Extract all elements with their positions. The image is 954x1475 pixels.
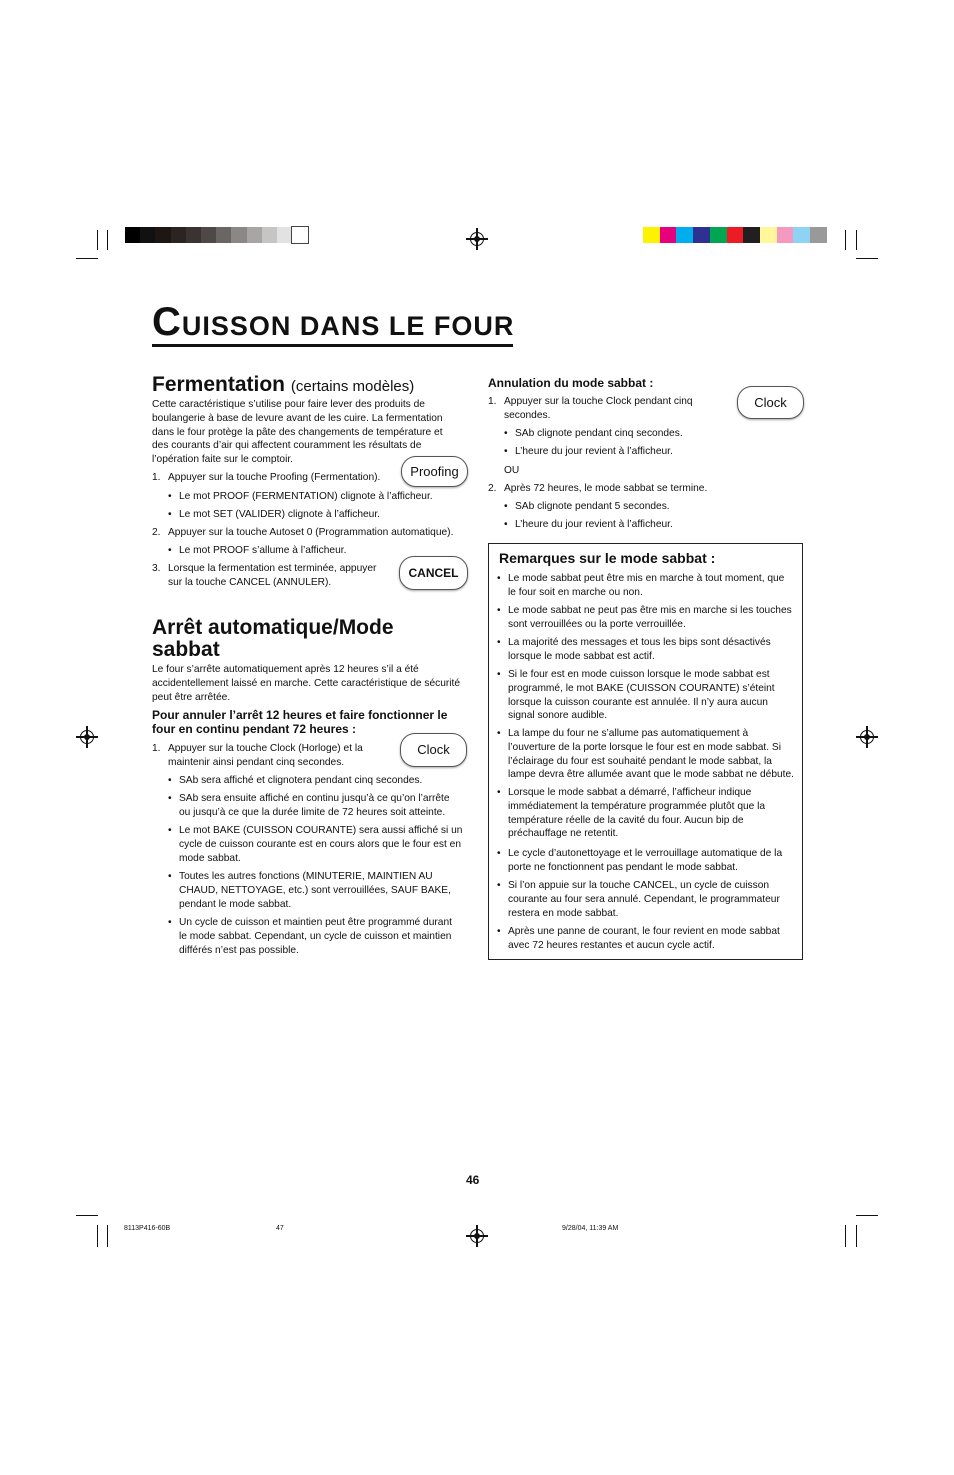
step-number: 2. [152, 527, 161, 538]
crop-mark [107, 1225, 108, 1247]
step-number: 1. [488, 396, 497, 407]
fermentation-heading [152, 374, 414, 398]
proofing-key-button[interactable]: Proofing [401, 456, 468, 487]
step-text: Lorsque la fermentation est terminée, appuyer sur la touche CANCEL (ANNULER). [168, 563, 377, 588]
color-swatch [727, 227, 744, 243]
step-text: Appuyer sur la touche Clock pendant cinq secondes. [504, 396, 693, 421]
crop-mark [107, 230, 108, 250]
gray-swatch [247, 227, 263, 243]
crop-mark [76, 1215, 98, 1216]
step-number: 3. [152, 563, 161, 574]
arret-heading [152, 617, 394, 661]
bullet-text [508, 925, 780, 953]
gray-swatch [201, 227, 217, 243]
bullet-dot: • [497, 637, 501, 648]
bullet-line: température réelle de la cavité du four. Aucun bip de [508, 814, 744, 826]
step-number: 2. [488, 483, 497, 494]
page-title [152, 300, 514, 345]
color-swatch [676, 227, 693, 243]
bullet-dot: • [497, 848, 501, 859]
bullet-text [179, 870, 451, 911]
arret-subheading: Pour annuler l’arrêt 12 heures et faire fonctionner le four en continu pendant 72 heures : [152, 708, 448, 736]
crop-mark [845, 230, 846, 250]
clock-key-button[interactable]: Clock [737, 386, 804, 419]
bullet-line: Le mode sabbat peut être mis en marche à tout moment, que [508, 573, 785, 584]
step-number: 1. [152, 472, 161, 483]
gray-swatch [140, 227, 156, 243]
gray-swatch [125, 227, 141, 243]
bullet-line: courante au four sera annulé. Cependant, le programmateur [508, 893, 780, 905]
text-line: boulangerie à base de levure avant de les cuire. La fermentation [152, 412, 443, 424]
bullet-dot: • [497, 880, 501, 891]
annulation-step-1 [488, 395, 718, 423]
bullet-line: immédiatement la température programmée plutôt que la [508, 800, 766, 812]
remarques-heading: Remarques sur le mode sabbat : [499, 550, 716, 566]
bullet-dot: • [497, 573, 501, 584]
bullet-dot: • [497, 787, 501, 798]
color-swatch [660, 227, 677, 243]
bullet-text [179, 916, 452, 957]
step-text: Appuyer sur la touche Autoset 0 (Programmation automatique). [168, 527, 454, 538]
footer-sheet: 47 [276, 1225, 284, 1232]
annulation-ou: OU [504, 465, 520, 476]
bullet-text: L’heure du jour revient à l’afficheur. [515, 519, 673, 530]
bullet-line: La majorité des messages et tous les bips sont désactivés [508, 637, 771, 648]
text-line: peut être arrêtée. [152, 691, 231, 703]
bullet-text [179, 792, 450, 820]
bullet-text [508, 879, 780, 920]
bullet-line: Toutes les autres fonctions (MINUTERIE, MAINTIEN AU [179, 871, 433, 882]
step-number: 1. [152, 743, 161, 754]
bullet-dot: • [497, 605, 501, 616]
gray-swatch [186, 227, 202, 243]
bullet-dot: • [497, 728, 501, 739]
arret-intro [152, 663, 460, 704]
bullet-line: Après une panne de courant, le four revient en mode sabbat [508, 926, 780, 937]
step-text: Appuyer sur la touche Clock (Horloge) et la maintenir ainsi pendant cinq secondes. [168, 743, 363, 768]
bullet-line: La lampe du four ne s’allume pas automatiquement à [508, 728, 749, 739]
bullet-line: cycle de cuisson courante est en cours alors que le four est en [179, 838, 462, 850]
title-rest: UISSON DANS LE FOUR [181, 311, 515, 341]
bullet-line: CHAUD, NETTOYAGE, etc.) sont verrouillées, SAUF BAKE, [179, 884, 451, 896]
bullet-text [179, 774, 422, 788]
bullet-text [508, 572, 784, 600]
registration-mark-bottom [470, 1229, 484, 1243]
crop-mark [856, 258, 878, 259]
bullet-line: restera en mode sabbat. [508, 907, 619, 919]
step-text: Appuyer sur la touche Proofing (Fermentation). [168, 472, 381, 483]
bullet-text [508, 727, 794, 782]
bullet-text [179, 824, 462, 865]
bullet-line: Le mot BAKE (CUISSON COURANTE) sera aussi affiché si un [179, 825, 463, 836]
bullet-dot: • [168, 793, 172, 804]
color-swatch [743, 227, 760, 243]
bullet-line: lorsque la cuisson courante est annulée. Il n’y aura aucun [508, 696, 768, 708]
bullet-line: l’ouverture de la porte lorsque le four est en mode sabbat. Si [508, 741, 781, 753]
page-number: 46 [466, 1173, 480, 1187]
color-swatch [710, 227, 727, 243]
bullet-dot: • [168, 871, 172, 882]
bullet-line: sont verrouillées ou la porte verrouillée. [508, 618, 686, 630]
registration-mark-right [860, 730, 874, 744]
registration-mark-top [470, 232, 484, 246]
gray-swatch [231, 227, 247, 243]
bullet-dot: • [168, 917, 172, 928]
text-line: dans le four protège la pâte des changements de température et [152, 426, 443, 438]
bullet-dot: • [497, 926, 501, 937]
bullet-text: SAb clignote pendant 5 secondes. [515, 501, 670, 512]
bullet-line: Un cycle de cuisson et maintien peut être programmé durant [179, 917, 452, 928]
bullet-text [508, 786, 765, 841]
crop-mark [845, 1225, 846, 1247]
text-line: accidentellement laissé en marche. Cette caractéristique de sécurité [152, 677, 461, 689]
crop-mark [97, 230, 98, 250]
bullet-line: lampe devra être allumée avant que le mode sabbat ne débute. [508, 769, 795, 781]
bullet-line: mode sabbat. [179, 852, 241, 864]
bullet-text: Le mot PROOF s’allume à l’afficheur. [179, 545, 347, 556]
remarques-box [488, 543, 803, 960]
arret-heading-line1: Arrêt automatique/Mode [152, 616, 394, 639]
bullet-line: avec 72 heures restantes et aucun cycle actif. [508, 939, 715, 951]
bullet-text: Le mot SET (VALIDER) clignote à l’afficheur. [179, 509, 381, 520]
fermentation-heading-text: Fermentation [152, 373, 286, 396]
crop-mark [97, 1225, 98, 1247]
fermentation-step-3 [152, 562, 412, 590]
bullet-line: SAb sera affiché et clignotera pendant cinq secondes. [179, 775, 423, 786]
text-line: l’opération faite sur le comptoir. [152, 454, 293, 466]
bullet-line: ou jusqu’à ce que la durée limite de 72 heures soit atteinte. [179, 806, 446, 818]
title-rule [152, 344, 513, 347]
bullet-line: signal sonore audible. [508, 710, 608, 722]
clock-key-button[interactable]: Clock [400, 733, 467, 767]
bullet-text: SAb clignote pendant cinq secondes. [515, 428, 683, 439]
title-initial: C [152, 300, 182, 344]
color-swatch [693, 227, 710, 243]
crop-mark [856, 1225, 857, 1247]
bullet-dot: • [168, 825, 172, 836]
color-swatch [793, 227, 810, 243]
bullet-line: Le mode sabbat ne peut pas être mis en marche si les touches [508, 605, 792, 616]
fermentation-subheading: (certains modèles) [290, 378, 415, 395]
cancel-key-button[interactable]: CANCEL [399, 556, 468, 590]
text-line: Cette caractéristique s’utilise pour faire lever des produits de [152, 399, 425, 410]
bullet-line: porte ne fonctionnent pas pendant le mode sabbat. [508, 861, 738, 873]
bullet-text [508, 636, 771, 664]
step-text: Après 72 heures, le mode sabbat se termine. [504, 483, 708, 494]
fermentation-intro [152, 398, 443, 467]
bullet-text [508, 847, 782, 875]
bullet-line: Lorsque le mode sabbat a démarré, l’afficheur indique [508, 787, 752, 798]
bullet-text [508, 668, 775, 723]
crop-mark [76, 258, 98, 259]
annulation-heading: Annulation du mode sabbat : [488, 376, 654, 390]
bullet-line: pendant le mode sabbat. [179, 898, 292, 910]
arret-heading-line2: sabbat [152, 638, 220, 661]
bullet-text: L’heure du jour revient à l’afficheur. [515, 446, 673, 457]
registration-mark-left [80, 730, 94, 744]
bullet-line: le mode sabbat. Cependant, un cycle de cuisson et maintien [179, 930, 452, 942]
bullet-text: Le mot PROOF (FERMENTATION) clignote à l’afficheur. [179, 491, 433, 502]
bullet-line: le four soit en marche ou non. [508, 586, 643, 598]
footer-date: 9/28/04, 11:39 AM [562, 1225, 619, 1232]
gray-swatch [262, 227, 278, 243]
arret-step-1 [152, 742, 392, 770]
footer-code: 8113P416-60B [124, 1225, 171, 1232]
bullet-line: l’éclairage du four est souhaité pendant le mode sabbat, la [508, 755, 772, 767]
bullet-line: préchauffage ne retentit. [508, 828, 619, 840]
bullet-dot: • [497, 669, 501, 680]
color-swatch [810, 227, 827, 243]
text-line: Le four s’arrête automatiquement après 12 heures s’il a été [152, 664, 419, 675]
text-line: des courants d’air qui affectent couramment les résultats de [152, 440, 422, 452]
crop-mark [856, 1215, 878, 1216]
gray-swatch [216, 227, 232, 243]
bullet-text [508, 604, 792, 632]
bullet-line: programmé, le mot BAKE (CUISSON COURANTE) s’éteint [508, 682, 775, 694]
gray-swatch [292, 227, 308, 243]
bullet-line: lorsque le mode sabbat est actif. [508, 650, 655, 662]
gray-swatch [277, 227, 293, 243]
bullet-line: Si l’on appuie sur la touche CANCEL, un cycle de cuisson [508, 880, 770, 891]
bullet-line: Le cycle d’autonettoyage et le verrouillage automatique de la [508, 848, 783, 859]
bullet-line: SAb sera ensuite affiché en continu jusqu’à ce qu’on l’arrête [179, 793, 450, 804]
bullet-line: différés n’est pas possible. [179, 944, 299, 956]
gray-swatch [171, 227, 187, 243]
crop-mark [856, 230, 857, 250]
color-swatch [643, 227, 660, 243]
gray-swatch [155, 227, 171, 243]
color-swatch [760, 227, 777, 243]
color-swatch [777, 227, 794, 243]
bullet-line: Si le four est en mode cuisson lorsque le mode sabbat est [508, 669, 770, 680]
bullet-dot: • [168, 775, 172, 786]
